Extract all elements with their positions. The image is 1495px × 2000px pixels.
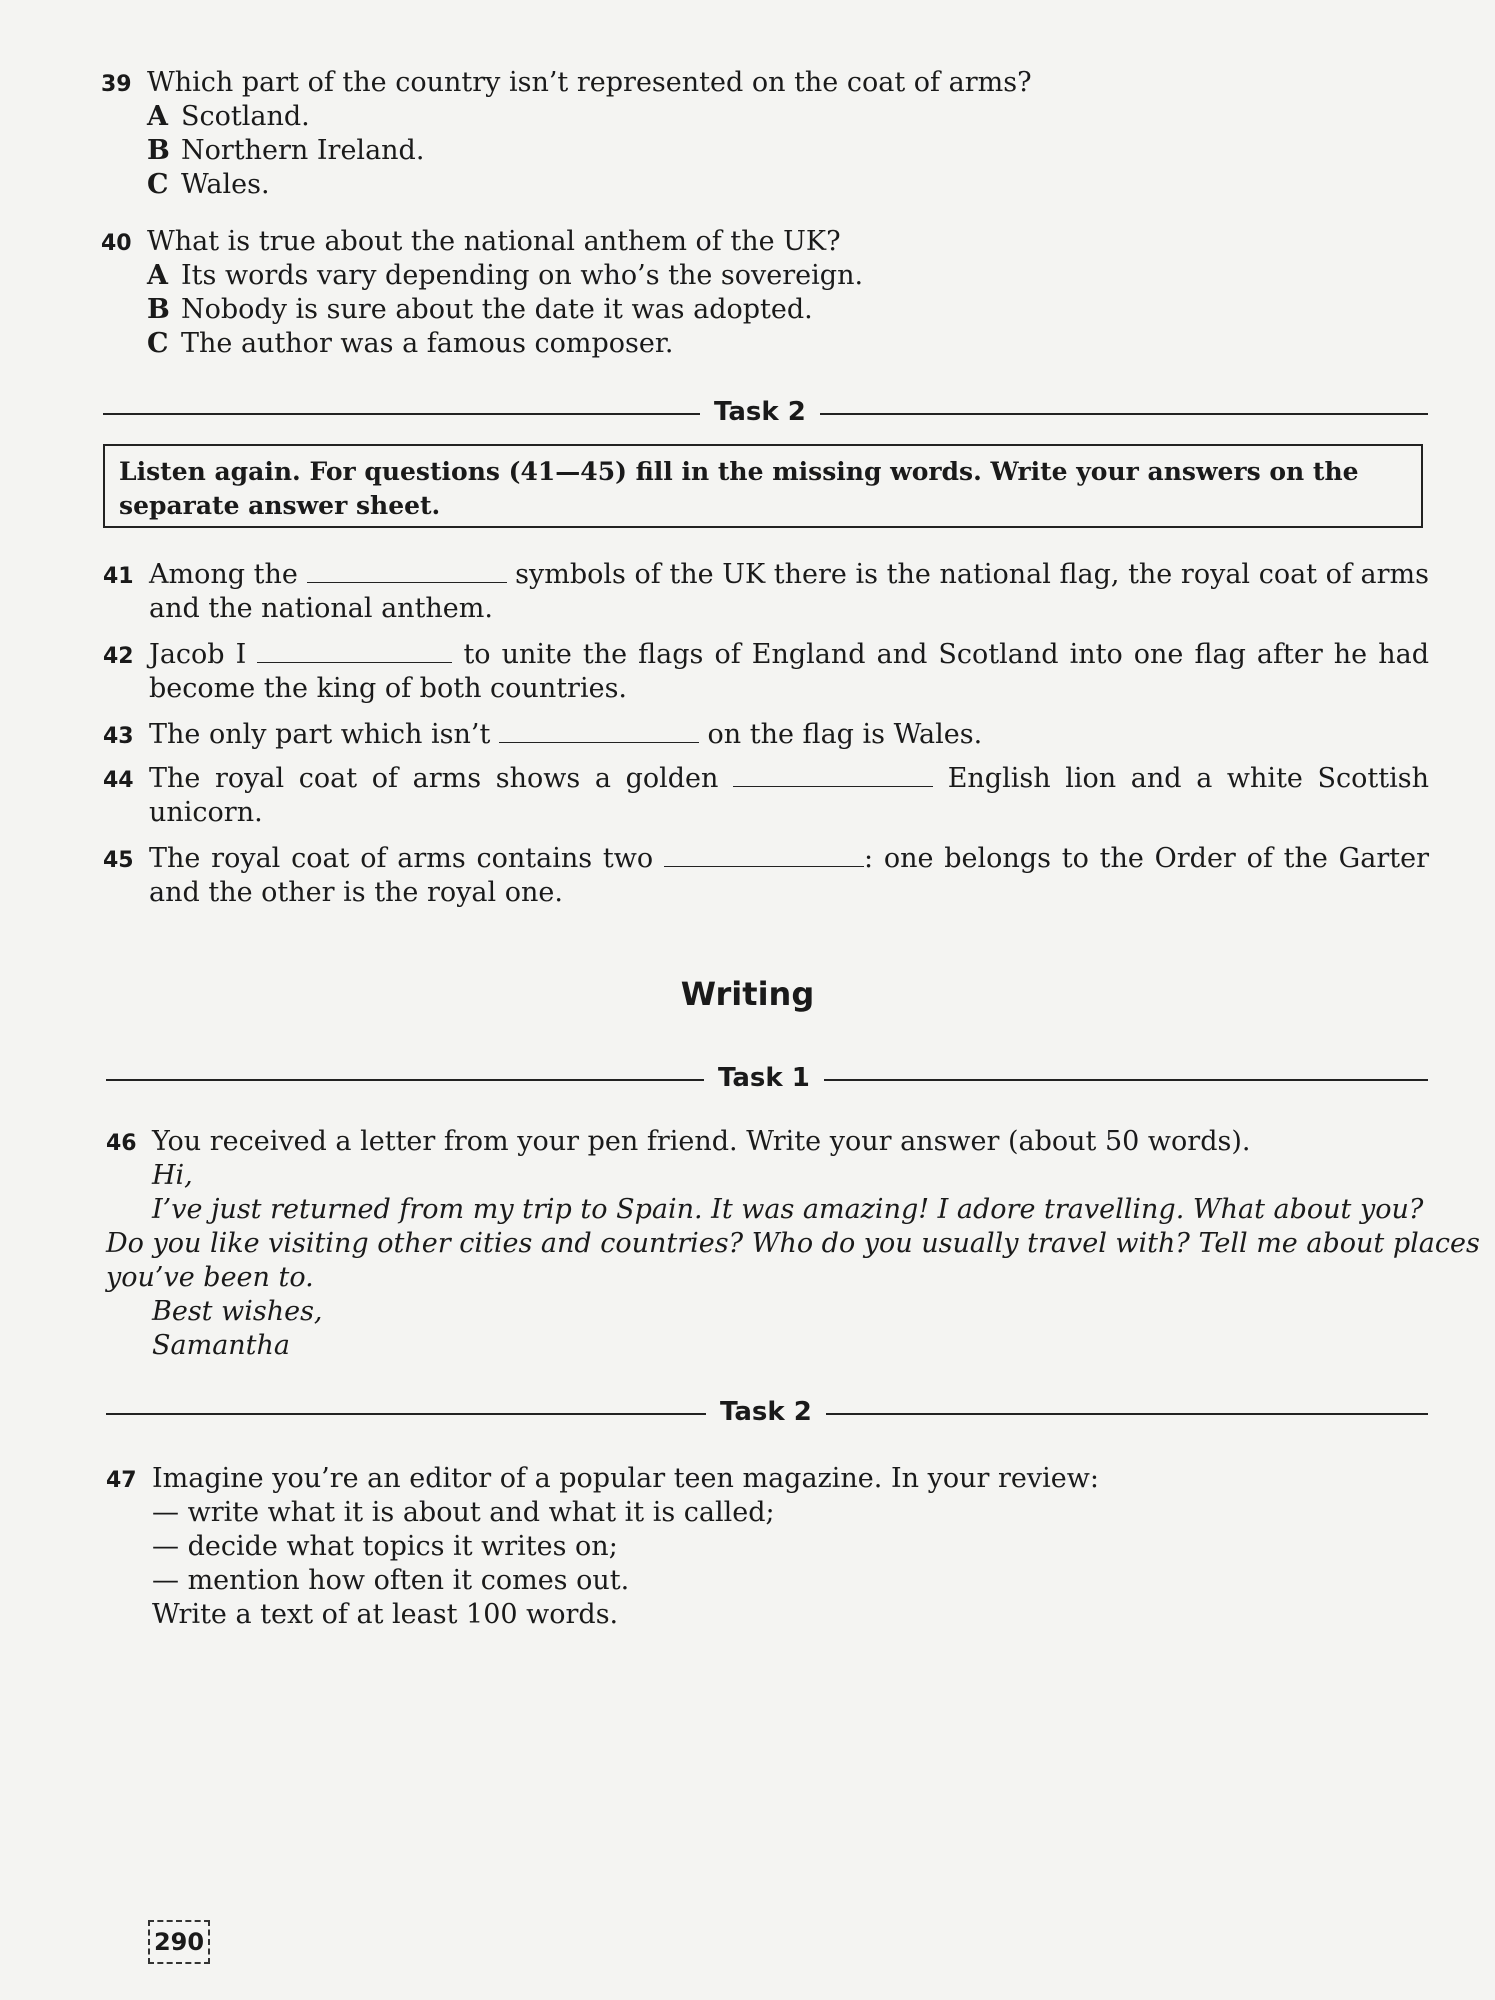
exam-page: 39 Which part of the country isn’t represented on the coat of arms? A Scotland. B Northern Ireland. C Wales. 40 What is true about the national anthem of the UK? A Its words vary depending on who’s the sovereign. B Nobody is sure about the date it was adopted. C The author was a famous composer. Task 2 Listen again. For questions (41—45) fill in the missing words. Write your answers on the separate answer sheet. 41 Among the symbols of the UK there is the national flag, the royal coat of arms and the national anthem. 42 Jacob I to unite the flags of England and Scotland into one flag after he had become the king of both countries. 43 The only part which isn’t on the flag is Wales. 44 The royal coat of arms shows a golden English lion and a white Scottish unicorn. 45 The royal coat of arms contains two : one belongs to the Order of the Garter and the other is the royal one. Writing Task 1 46 You received a letter from your pen friend. Write your answer (about 50 words). Hi, I’ve just returned from my trip to Spain. It was amazing! I adore travelling. What about you? Do you like visiting other cities and countries? Who do you usually travel with? Tell me about places you’ve been to. Best wishes, Samantha Task 2 47 Imagine you’re an editor of a popular teen magazine. In your review: — write what it is about and what it is called; — decide what topics it writes on; — mention how often it comes out. Write a text of at least 100 words. 290 (0, 0, 1495, 2000)
letter-closing: Best wishes, (152, 1296, 323, 1327)
answer-blank[interactable] (664, 842, 864, 867)
letter-line: you’ve been to. (106, 1262, 314, 1293)
section-title-writing: Writing (680, 975, 815, 1013)
answer-blank[interactable] (307, 558, 507, 583)
letter-body-continued (106, 1227, 1480, 1363)
question-number: 42 (103, 644, 134, 669)
bullet-item: — decide what topics it writes on; (152, 1531, 618, 1562)
letter-greeting: Hi, (152, 1160, 193, 1191)
question-number: 43 (103, 724, 134, 749)
option-c: C Wales. (147, 169, 270, 200)
answer-blank[interactable] (499, 718, 699, 743)
question-text: Imagine you’re an editor of a popular teen magazine. In your review: (152, 1463, 1099, 1494)
question-number: 40 (101, 231, 132, 256)
question-text: Which part of the country isn’t represented on the coat of arms? (147, 67, 1032, 98)
bullet-item: — write what it is about and what it is called; (152, 1497, 775, 1528)
question-text: You received a letter from your pen friend. Write your answer (about 50 words). (152, 1126, 1251, 1157)
bullet-item: — mention how often it comes out. (152, 1565, 630, 1596)
option-c: C The author was a famous composer. (147, 328, 674, 359)
question-number: 46 (106, 1131, 137, 1156)
letter-signature: Samantha (152, 1330, 291, 1361)
answer-blank[interactable] (733, 762, 933, 787)
option-a: A Its words vary depending on who’s the sovereign. (147, 260, 864, 291)
option-a: A Scotland. (147, 101, 310, 132)
page-number: 290 (148, 1920, 210, 1964)
option-b: B Nobody is sure about the date it was adopted. (147, 294, 813, 325)
question-number: 45 (103, 848, 134, 873)
letter-line: I’ve just returned from my trip to Spain. It was amazing! I adore travelling. What about you? (152, 1194, 1424, 1225)
question-text: What is true about the national anthem of the UK? (147, 226, 841, 257)
question-number: 41 (103, 564, 134, 589)
letter-line: Do you like visiting other cities and countries? Who do you usually travel with? Tell me about places (106, 1228, 1480, 1259)
instructions-box: Listen again. For questions (41—45) fill in the missing words. Write your answers on the separate answer sheet. (103, 444, 1423, 528)
writing-task1-label: Task 1 (704, 1063, 824, 1093)
writing-task2-label: Task 2 (706, 1397, 826, 1427)
question-number: 44 (103, 768, 134, 793)
final-instruction: Write a text of at least 100 words. (152, 1599, 619, 1630)
listening-task2-label: Task 2 (700, 397, 820, 427)
option-b: B Northern Ireland. (147, 135, 425, 166)
answer-blank[interactable] (257, 638, 452, 663)
question-number: 47 (106, 1468, 137, 1493)
question-number: 39 (101, 72, 132, 97)
